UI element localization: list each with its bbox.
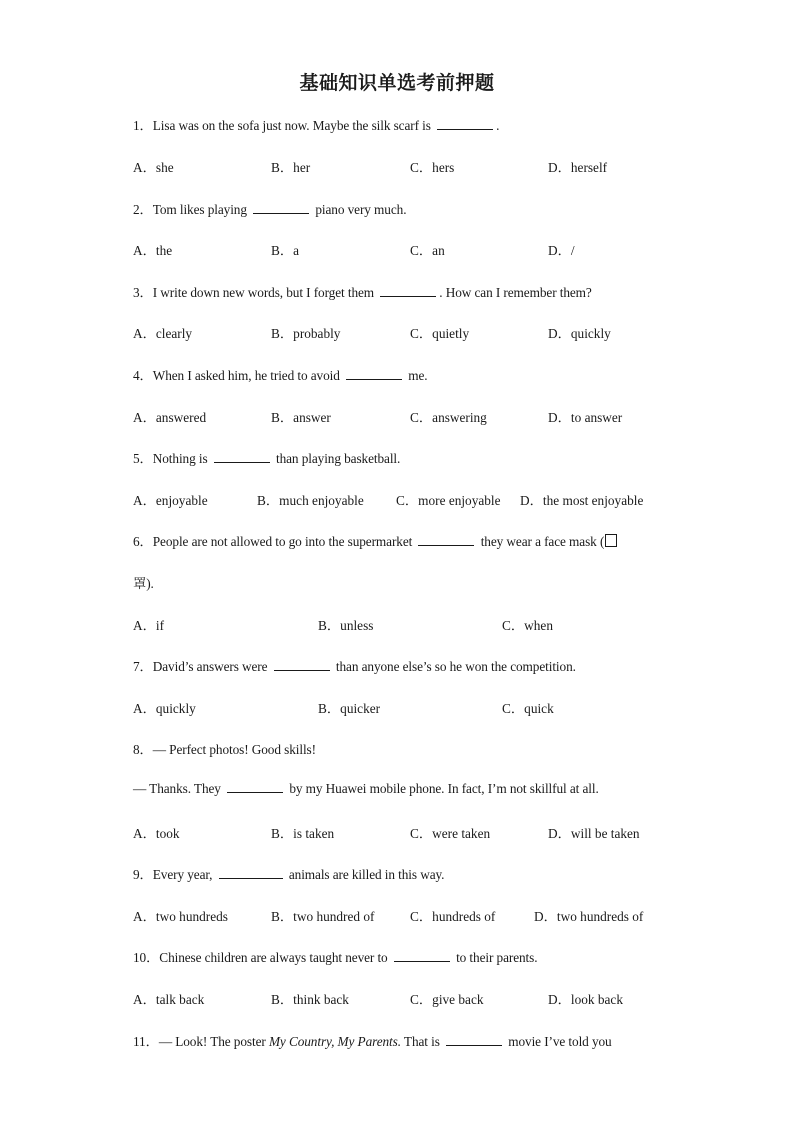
option-a: A．answered <box>133 410 207 425</box>
option-c: C．give back <box>410 992 484 1007</box>
option-b: B．quicker <box>318 701 381 716</box>
option-b: B．two hundred of <box>271 909 375 924</box>
option-b: B．a <box>271 243 300 258</box>
option-d: D．will be taken <box>548 826 640 841</box>
option-b: B．think back <box>271 992 349 1007</box>
option-c: C．were taken <box>410 826 491 841</box>
answer-blank <box>274 660 330 671</box>
answer-blank <box>437 119 493 130</box>
answer-blank <box>227 782 283 793</box>
option-c: C．when <box>502 618 553 633</box>
question-6-continuation: 罩). <box>133 576 154 591</box>
option-b: B．much enjoyable <box>257 493 364 508</box>
option-b: B．her <box>271 160 311 175</box>
answer-blank <box>394 951 450 962</box>
option-b: B．unless <box>318 618 374 633</box>
option-c: C．an <box>410 243 445 258</box>
question-2: 2．Tom likes playing piano very much. <box>133 202 407 217</box>
option-d: D．two hundreds of <box>534 909 644 924</box>
question-8: 8．— Perfect photos! Good skills! <box>133 742 316 757</box>
question-3: 3．I write down new words, but I forget them . How can I remember them? <box>133 285 592 300</box>
page-title: 基础知识单选考前押题 <box>299 72 495 94</box>
question-10: 10．Chinese children are always taught never to to their parents. <box>133 950 538 965</box>
option-a: A．two hundreds <box>133 909 228 924</box>
option-a: A．if <box>133 618 165 633</box>
question-7: 7．David’s answers were than anyone else’s so he won the competition. <box>133 659 576 674</box>
option-d: D．quickly <box>548 326 611 341</box>
option-a: A．enjoyable <box>133 493 208 508</box>
answer-blank <box>346 369 402 380</box>
answer-blank <box>418 535 474 546</box>
option-d: D．herself <box>548 160 608 175</box>
option-a: A．the <box>133 243 173 258</box>
question-4: 4．When I asked him, he tried to avoid me. <box>133 368 428 383</box>
question-5: 5．Nothing is than playing basketball. <box>133 451 401 466</box>
option-c: C．quick <box>502 701 554 716</box>
answer-blank <box>446 1035 502 1046</box>
option-b: B．is taken <box>271 826 335 841</box>
option-c: C．answering <box>410 410 487 425</box>
option-a: A．she <box>133 160 174 175</box>
question-8-reply: — Thanks. They by my Huawei mobile phone. In fact, I’m not skillful at all. <box>133 781 599 796</box>
option-c: C．hundreds of <box>410 909 496 924</box>
option-c: C．quietly <box>410 326 470 341</box>
option-a: A．talk back <box>133 992 205 1007</box>
option-d: D．/ <box>548 243 575 258</box>
option-a: A．quickly <box>133 701 196 716</box>
option-b: B．answer <box>271 410 331 425</box>
option-a: A．took <box>133 826 180 841</box>
option-d: D．the most enjoyable <box>520 493 644 508</box>
question-11: 11．— Look! The poster My Country, My Parents. That is movie I’ve told you <box>133 1034 612 1049</box>
missing-glyph-box <box>605 534 617 547</box>
option-d: D．to answer <box>548 410 623 425</box>
question-9: 9．Every year, animals are killed in this way. <box>133 867 445 882</box>
option-d: D．look back <box>548 992 623 1007</box>
option-b: B．probably <box>271 326 341 341</box>
answer-blank <box>253 203 309 214</box>
answer-blank <box>214 452 270 463</box>
question-1: 1．Lisa was on the sofa just now. Maybe the silk scarf is . <box>133 118 500 133</box>
option-a: A．clearly <box>133 326 193 341</box>
answer-blank <box>380 286 436 297</box>
option-c: C．more enjoyable <box>396 493 501 508</box>
option-c: C．hers <box>410 160 455 175</box>
movie-title: My Country, My Parents. <box>268 1034 401 1049</box>
question-6: 6．People are not allowed to go into the supermarket they wear a face mask ( <box>133 531 617 550</box>
answer-blank <box>219 868 283 879</box>
